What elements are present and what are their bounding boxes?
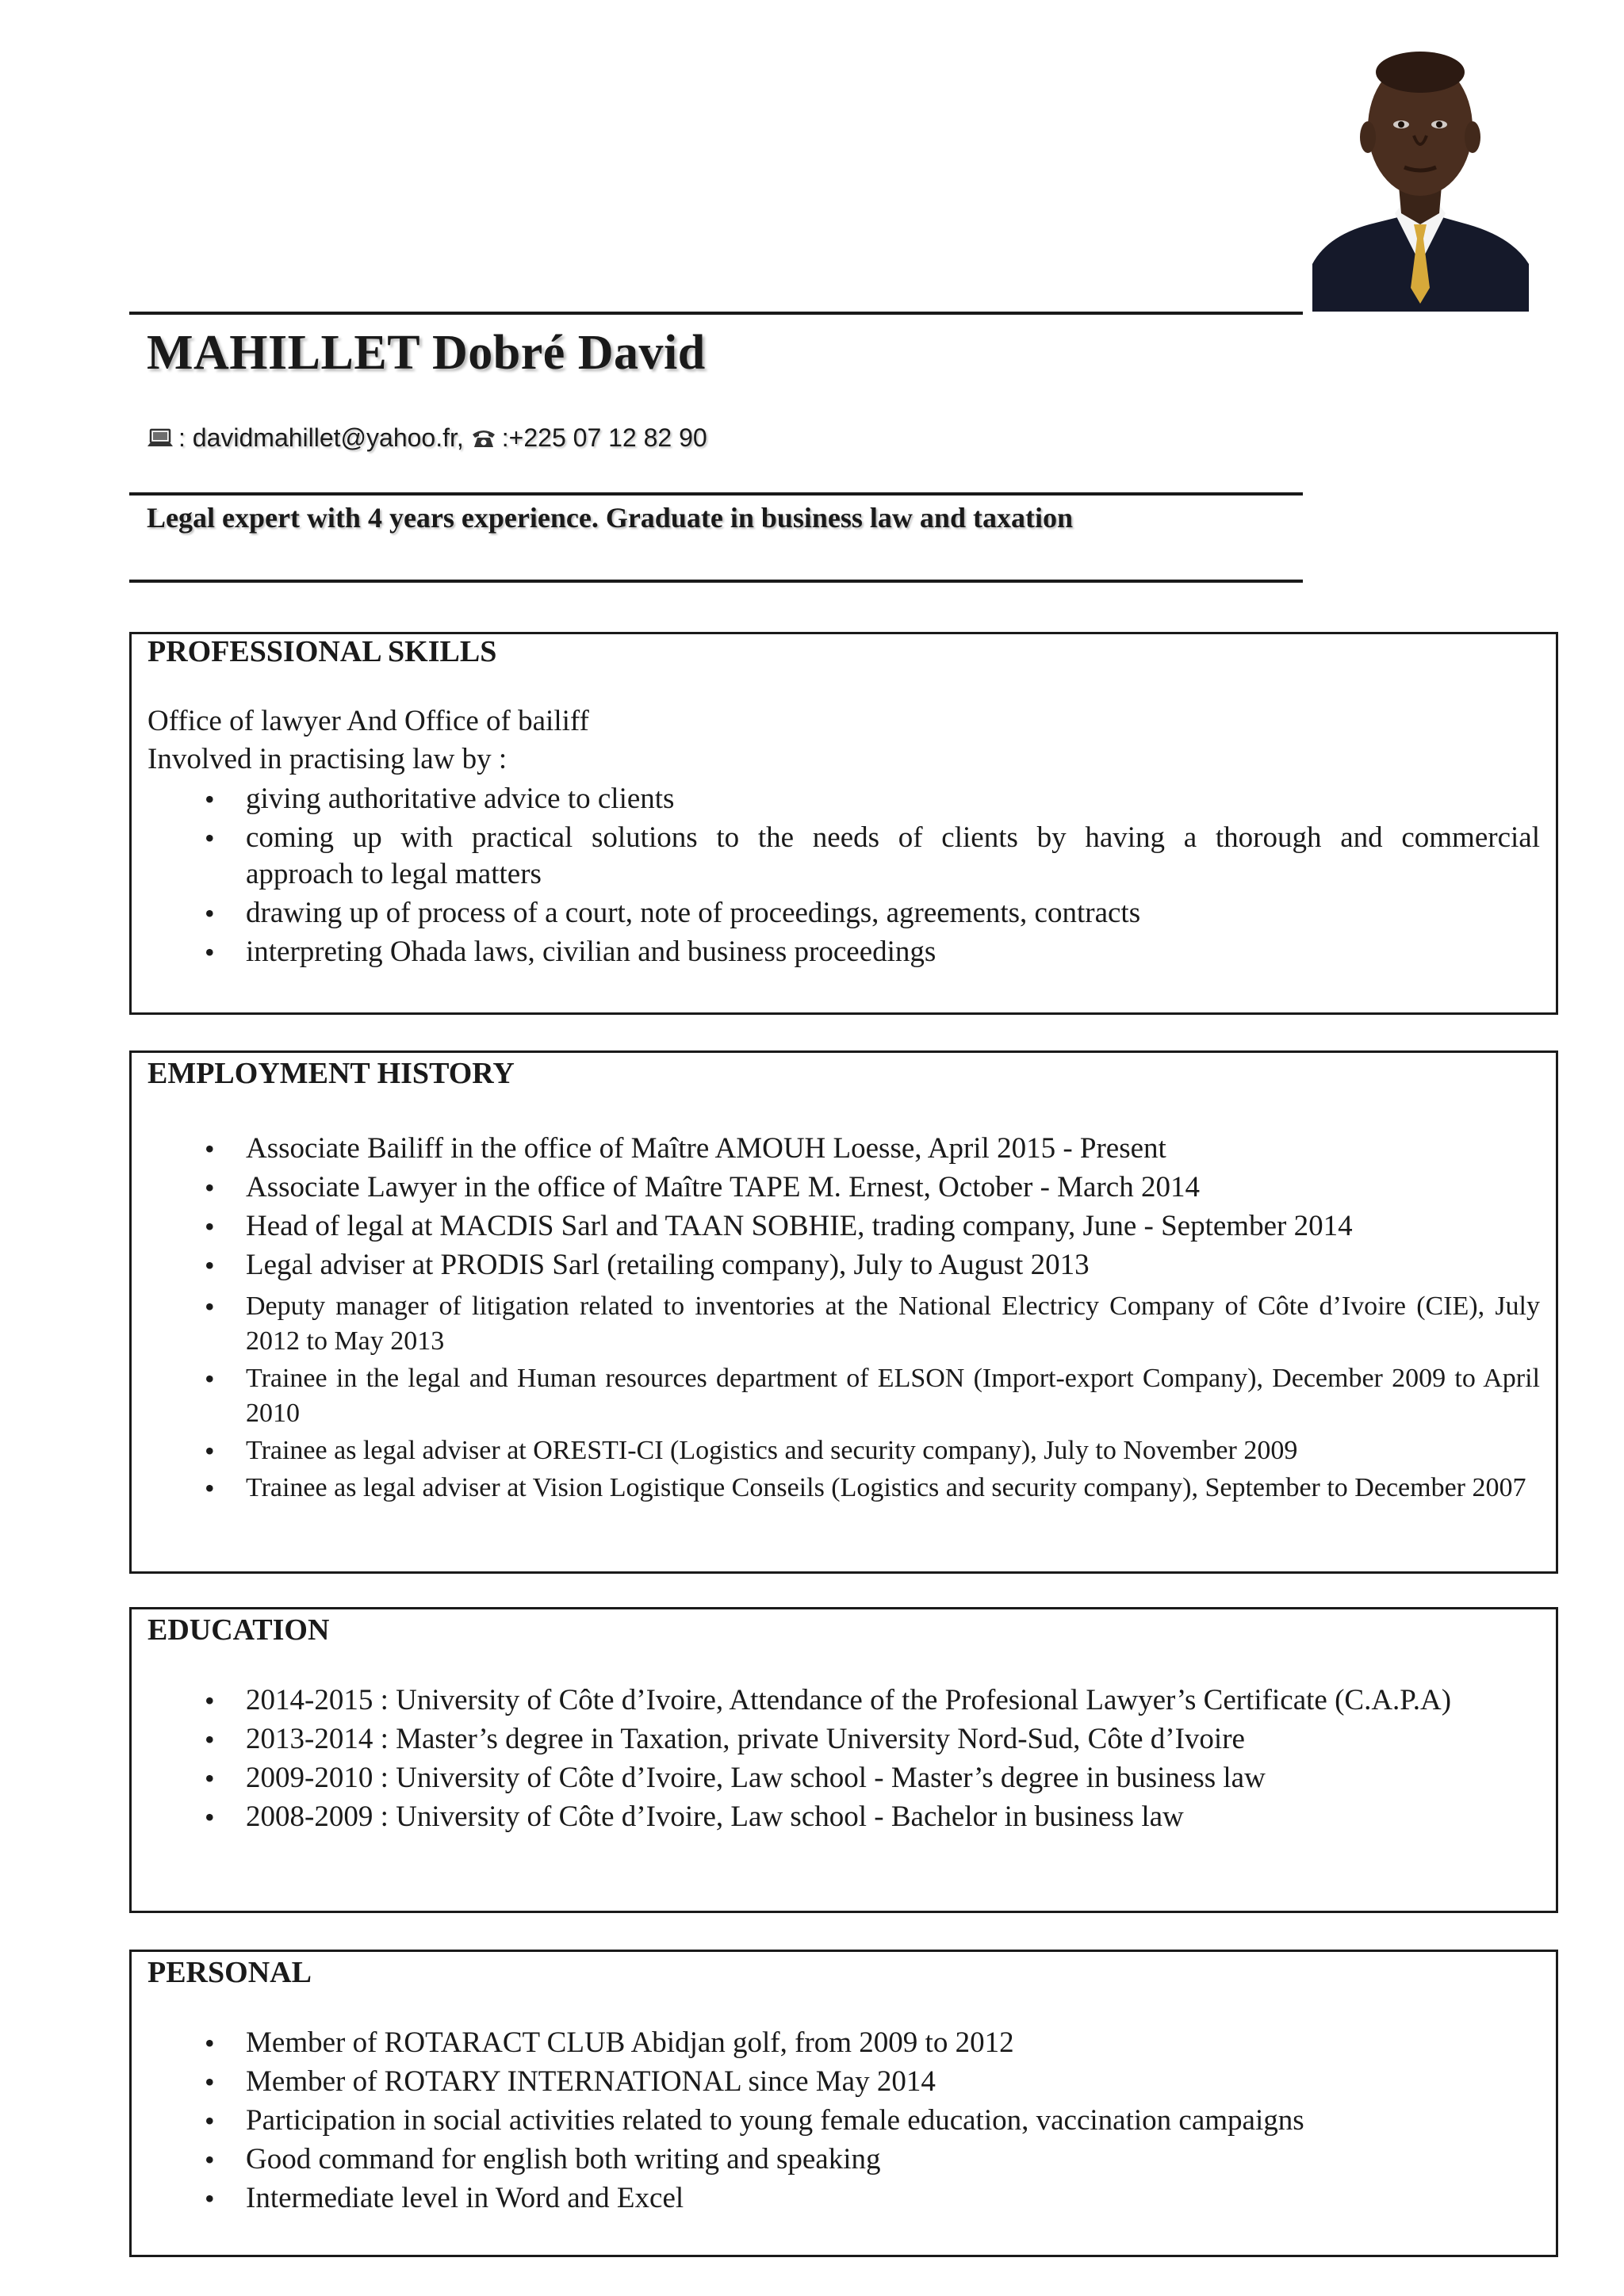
skills-intro-practice: Involved in practising law by : xyxy=(147,743,508,775)
list-item: • Member of ROTARY INTERNATIONAL since May 2014 xyxy=(132,2064,1540,2100)
employment-list xyxy=(132,1131,1540,1286)
list-item: • Associate Bailiff in the office of Maître AMOUH Loesse, April 2015 - Present xyxy=(132,1131,1540,1167)
list-item: • interpreting Ohada laws, civilian and business proceedings xyxy=(132,934,1540,970)
list-item: • Member of ROTARACT CLUB Abidjan golf, from 2009 to 2012 xyxy=(132,2025,1540,2061)
list-item: • Participation in social activities related to young female education, vaccination campaigns xyxy=(132,2103,1540,2139)
list-item: • Legal adviser at PRODIS Sarl (retailing company), July to August 2013 xyxy=(132,1247,1540,1284)
phone-number: +225 07 12 82 90 xyxy=(508,423,707,452)
list-item: • giving authoritative advice to clients xyxy=(132,781,1540,817)
list-item-continuation: approach to legal matters xyxy=(246,858,542,890)
header-bottom-rule xyxy=(129,580,1303,583)
portrait-image xyxy=(1312,26,1529,312)
profile-photo xyxy=(1312,26,1529,312)
section-title: PERSONAL xyxy=(147,1956,312,1989)
list-item: • coming up with practical solutions to the needs of clients by having a thorough and commercial xyxy=(132,820,1540,856)
header-top-rule xyxy=(129,312,1303,315)
list-item: • Head of legal at MACDIS Sarl and TAAN SOBHIE, trading company, June - September 2014 xyxy=(132,1208,1540,1245)
employment-list-continued xyxy=(132,1289,1540,1508)
personal-section xyxy=(129,1950,1558,2257)
contact-line xyxy=(147,420,707,455)
list-item: • 2014-2015 : University of Côte d’Ivoire, Attendance of the Profesional Lawyer’s Certificate (C.A.P.A) xyxy=(132,1682,1540,1719)
list-item: • drawing up of process of a court, note of proceedings, agreements, contracts xyxy=(132,895,1540,932)
list-item: • Trainee as legal adviser at Vision Logistique Conseils (Logistics and security company), September to December 2007 xyxy=(132,1471,1540,1506)
telephone-icon xyxy=(470,424,497,451)
laptop-icon xyxy=(147,424,174,451)
list-item: • Trainee in the legal and Human resources department of ELSON (Import-export Company), December 2009 to April 2010 xyxy=(132,1361,1540,1431)
list-item: • Deputy manager of litigation related to inventories at the National Electricy Company of Côte d’Ivoire (CIE), July 2012 to May 2013 xyxy=(132,1289,1540,1359)
personal-list xyxy=(132,2025,1540,2219)
education-list xyxy=(132,1682,1540,1838)
list-item: • Good command for english both writing and speaking xyxy=(132,2141,1540,2178)
header-middle-rule xyxy=(129,492,1303,496)
section-title: EDUCATION xyxy=(147,1613,330,1647)
email-text: : davidmahillet@yahoo.fr, xyxy=(178,423,464,452)
list-item: • 2009-2010 : University of Côte d’Ivoire, Law school - Master’s degree in business law xyxy=(132,1760,1540,1797)
list-item: • Trainee as legal adviser at ORESTI-CI (Logistics and security company), July to November 2009 xyxy=(132,1433,1540,1468)
section-title: EMPLOYMENT HISTORY xyxy=(147,1057,515,1090)
list-item: • 2008-2009 : University of Côte d’Ivoire, Law school - Bachelor in business law xyxy=(132,1799,1540,1835)
candidate-name: MAHILLET Dobré David xyxy=(147,326,706,380)
employment-history-section xyxy=(129,1050,1558,1574)
skills-list xyxy=(132,781,1540,973)
list-item: • 2013-2014 : Master’s degree in Taxation, private University Nord-Sud, Côte d’Ivoire xyxy=(132,1721,1540,1758)
list-item: • Associate Lawyer in the office of Maître TAPE M. Ernest, October - March 2014 xyxy=(132,1169,1540,1206)
skills-intro-offices: Office of lawyer And Office of bailiff xyxy=(147,705,589,737)
education-section xyxy=(129,1607,1558,1913)
professional-tagline: Legal expert with 4 years experience. Graduate in business law and taxation xyxy=(147,502,1073,534)
section-title: PROFESSIONAL SKILLS xyxy=(147,635,497,668)
professional-skills-section xyxy=(129,632,1558,1015)
phone-separator: : xyxy=(501,423,509,452)
list-item: • Intermediate level in Word and Excel xyxy=(132,2180,1540,2217)
